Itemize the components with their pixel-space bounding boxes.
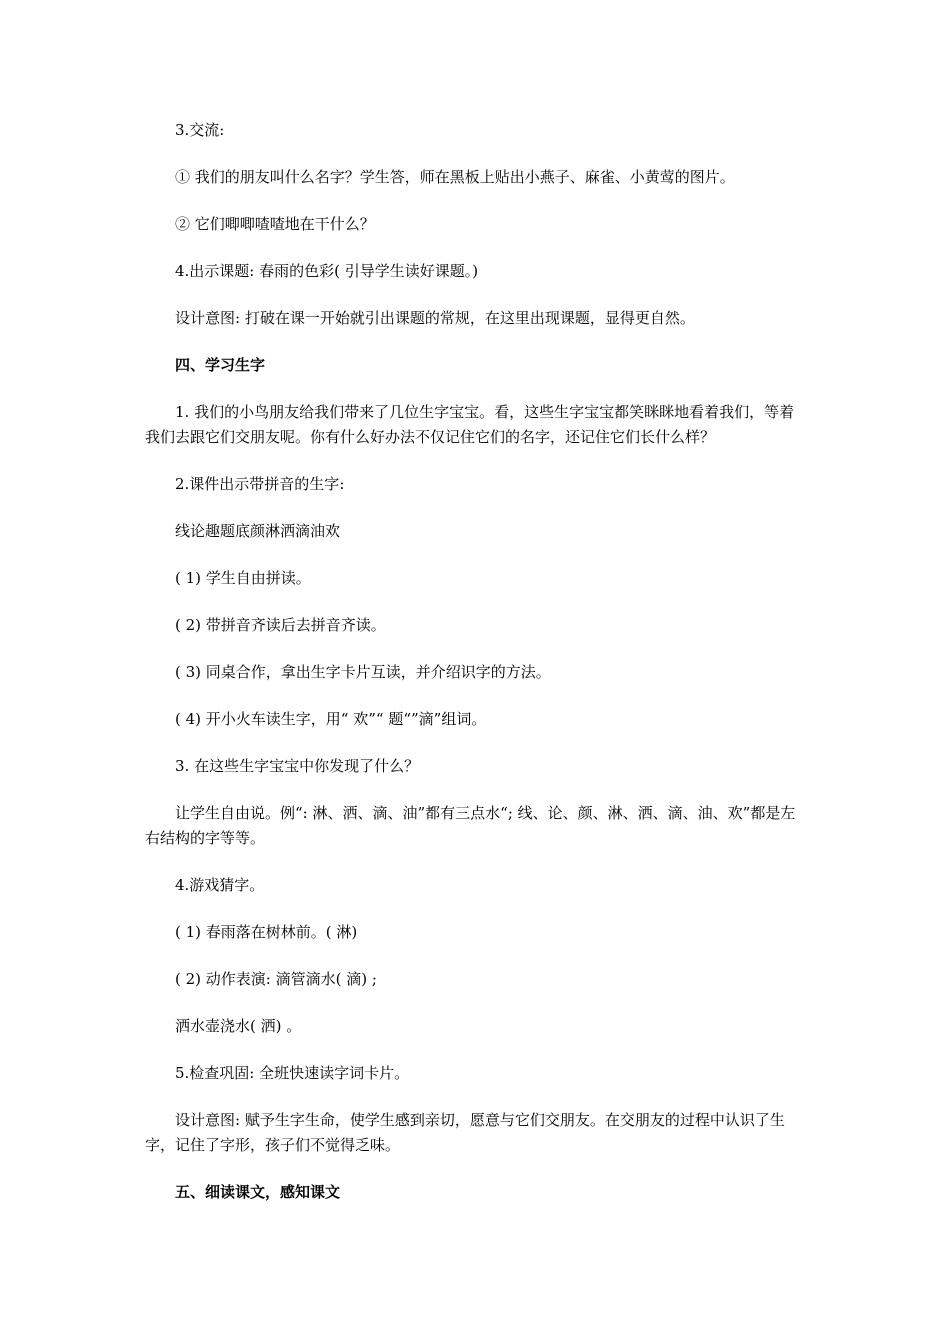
paragraph: 4.游戏猜字。: [175, 876, 265, 894]
paragraph: 洒水壶浇水( 洒) 。: [175, 1017, 302, 1035]
paragraph: 让学生自由说。例“: 淋、洒、滴、油”都有三点水“; 线、论、颜、淋、洒、滴、油、欢”都是左右结构的字等等。: [145, 804, 796, 847]
paragraph: ( 1) 学生自由拼读。: [175, 569, 311, 587]
paragraph: 2.课件出示带拼音的生字:: [175, 475, 345, 493]
paragraph: 4.出示课题: 春雨的色彩( 引导学生读好课题。): [175, 262, 479, 280]
paragraph: 设计意图: 赋予生字生命，使学生感到亲切，愿意与它们交朋友。在交朋友的过程中认识了生字，记住了字形，孩子们不觉得乏味。: [145, 1111, 785, 1154]
paragraph: ( 2) 动作表演: 滴管滴水( 滴) ;: [175, 970, 377, 988]
paragraph: ( 2) 带拼音齐读后去拼音齐读。: [175, 616, 386, 634]
paragraph: ② 它们唧唧喳喳地在干什么？: [175, 215, 375, 233]
paragraph: ① 我们的朋友叫什么名字？学生答，师在黑板上贴出小燕子、麻雀、小黄莺的图片。: [175, 168, 735, 186]
paragraph: 3. 在这些生字宝宝中你发现了什么？: [175, 757, 420, 775]
paragraph: ( 1) 春雨落在树林前。( 淋): [175, 923, 358, 941]
section-heading: 四、学习生字: [175, 356, 266, 374]
paragraph: 线论趣题底颜淋洒滴油欢: [175, 522, 341, 540]
paragraph: 1. 我们的小鸟朋友给我们带来了几位生字宝宝。看，这些生字宝宝都笑眯眯地看着我们，等着我们去跟它们交朋友呢。你有什么好办法不仅记住它们的名字，还记住它们长什么样？: [145, 403, 795, 446]
paragraph: ( 3) 同桌合作，拿出生字卡片互读，并介绍识字的方法。: [175, 663, 551, 681]
paragraph: 5.检查巩固: 全班快速读字词卡片。: [175, 1064, 410, 1082]
paragraph: 3.交流:: [175, 121, 225, 139]
section-heading: 五、细读课文，感知课文: [175, 1183, 341, 1201]
paragraph: 设计意图: 打破在课一开始就引出课题的常规，在这里出现课题，显得更自然。: [175, 309, 695, 327]
document-body: [145, 118, 807, 1227]
paragraph: ( 4) 开小火车读生字，用“ 欢”“ 题“”滴”组词。: [175, 710, 487, 728]
